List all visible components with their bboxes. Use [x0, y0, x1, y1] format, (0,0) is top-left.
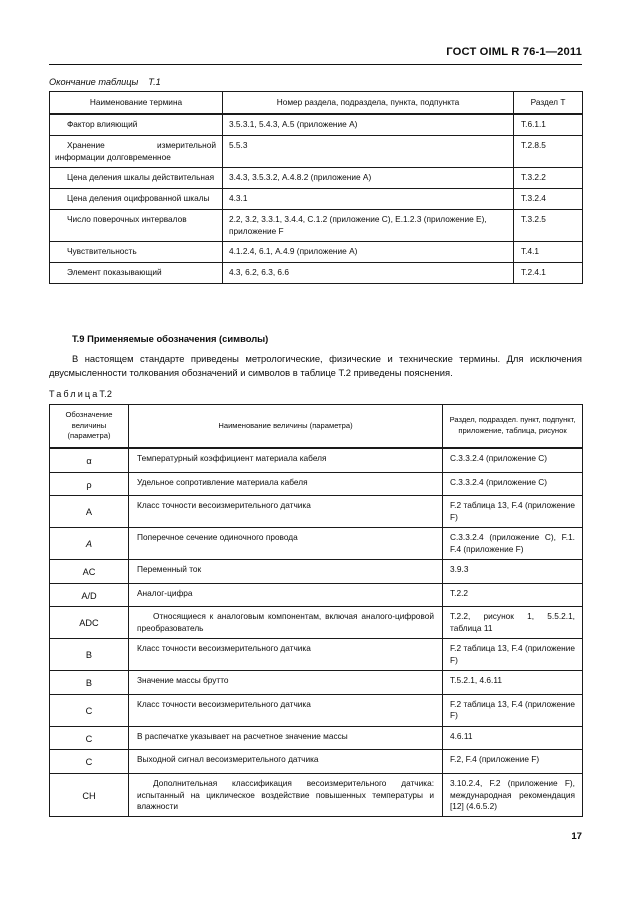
- table-t2-cell-symbol: ADC: [50, 607, 129, 639]
- table-row: [50, 210, 583, 242]
- table1-caption-number: Т.1: [148, 77, 161, 87]
- table1-caption-text: Окончание таблицы: [49, 77, 139, 87]
- table-t1-cell-refs: 2.2, 3.2, 3.3.1, 3.4.4, С.1.2 (приложение С), Е.1.2.3 (приложение Е), приложение F: [223, 210, 514, 242]
- table-t2-cell-name: Класс точности весоизмерительного датчика: [129, 496, 443, 528]
- table-t2-cell-name: Дополнительная классификация весоизмерительного датчика: испытанный на циклическое воздействие повышенных температуры и влажности: [129, 774, 443, 817]
- table-t1-cell-term: Элемент показывающий: [50, 263, 223, 284]
- table-row: [50, 750, 583, 774]
- table-t2-cell-name: Поперечное сечение одиночного провода: [129, 528, 443, 560]
- table-t1-cell-section: Т.4.1: [514, 242, 583, 263]
- table-t1-cell-section: Т.2.4.1: [514, 263, 583, 284]
- table-t2-cell-symbol: C: [50, 694, 129, 726]
- table-t2-header-row: [50, 405, 583, 448]
- table-row: [50, 114, 583, 136]
- table-t1-cell-refs: 5.5.3: [223, 136, 514, 168]
- table-t2-cell-symbol: ρ: [50, 472, 129, 496]
- table-t2-cell-ref: Т.2.2: [443, 583, 583, 607]
- table-t2-cell-ref: 3.9.3: [443, 560, 583, 584]
- table1-caption: [49, 77, 161, 87]
- table-row: [50, 136, 583, 168]
- table-t2-cell-symbol: B: [50, 671, 129, 695]
- table-t2-cell-ref: Т.2.2, рисунок 1, 5.5.2.1, таблица 11: [443, 607, 583, 639]
- table-t2-cell-ref: F.2 таблица 13, F.4 (приложение F): [443, 496, 583, 528]
- table-t2-cell-ref: Т.5.2.1, 4.6.11: [443, 671, 583, 695]
- table-t2-cell-symbol: A: [50, 496, 129, 528]
- table-t1-cell-refs: 3.4.3, 3.5.3.2, А.4.8.2 (приложение А): [223, 168, 514, 189]
- table-t2-cell-name: Удельное сопротивление материала кабеля: [129, 472, 443, 496]
- table-t1-cell-section: Т.3.2.2: [514, 168, 583, 189]
- table-row: [50, 639, 583, 671]
- header-rule: [49, 64, 582, 65]
- table-t2-cell-symbol: CH: [50, 774, 129, 817]
- section-paragraph: В настоящем стандарте приведены метрологические, физические и технические термины. Для исключения двусмысленности толкования обозначений и символов в таблице Т.2 приведены пояснения.: [49, 353, 582, 378]
- table-t2-cell-symbol: α: [50, 448, 129, 472]
- table-t1-cell-term: Чувствительность: [50, 242, 223, 263]
- table-t2-cell-ref: 4.6.11: [443, 726, 583, 750]
- table2-caption-text: Таблица: [49, 389, 100, 399]
- table-t2-header-ref: Раздел, подраздел. пункт, подпункт, приложение, таблица, рисунок: [443, 405, 583, 448]
- table-row: [50, 528, 583, 560]
- table-row: [50, 774, 583, 817]
- table-row: [50, 263, 583, 284]
- table-row: [50, 189, 583, 210]
- table-t2-cell-name: Относящиеся к аналоговым компонентам, включая аналого-цифровой преобразователь: [129, 607, 443, 639]
- table-row: [50, 472, 583, 496]
- table-t1-cell-term: Хранение измерительной информации долговременное: [50, 136, 223, 168]
- table-t2-cell-name: Аналог-цифра: [129, 583, 443, 607]
- table-t2-cell-name: Выходной сигнал весоизмерительного датчика: [129, 750, 443, 774]
- table-t1-cell-section: Т.3.2.5: [514, 210, 583, 242]
- table-t1-cell-refs: 4.1.2.4, 6.1, А.4.9 (приложение А): [223, 242, 514, 263]
- table-t1-cell-term: Фактор влияющий: [50, 114, 223, 136]
- table-t1-cell-term: Цена деления шкалы действительная: [50, 168, 223, 189]
- table-t2-cell-name: Значение массы брутто: [129, 671, 443, 695]
- table-t1-cell-term: Число поверочных интервалов: [50, 210, 223, 242]
- table-t2-cell-ref: С.3.3.2.4 (приложение С): [443, 472, 583, 496]
- table-t1-cell-section: Т.6.1.1: [514, 114, 583, 136]
- table-t2-cell-name: Переменный ток: [129, 560, 443, 584]
- table-t2-cell-symbol: A: [50, 528, 129, 560]
- table-t2-cell-ref: С.3.3.2.4 (приложение С): [443, 448, 583, 472]
- table-t2-header-symbol: Обозначение величины (параметра): [50, 405, 129, 448]
- table-t2-cell-name: В распечатке указывает на расчетное значение массы: [129, 726, 443, 750]
- table-t2-cell-name: Класс точности весоизмерительного датчика: [129, 694, 443, 726]
- table-row: [50, 671, 583, 695]
- table-row: [50, 242, 583, 263]
- table-t2-cell-ref: F.2 таблица 13, F.4 (приложение F): [443, 639, 583, 671]
- table-t1: [49, 91, 583, 284]
- table-t1-cell-refs: 4.3, 6.2, 6.3, 6.6: [223, 263, 514, 284]
- table-row: [50, 694, 583, 726]
- table-t2-cell-symbol: C: [50, 726, 129, 750]
- table-t2: [49, 404, 583, 817]
- table-row: [50, 583, 583, 607]
- table-row: [50, 607, 583, 639]
- table2-caption: [49, 389, 112, 399]
- table-t2-cell-symbol: A/D: [50, 583, 129, 607]
- table-row: [50, 448, 583, 472]
- table-t1-header-refs: Номер раздела, подраздела, пункта, подпункта: [223, 92, 514, 115]
- table-t2-cell-symbol: B: [50, 639, 129, 671]
- table-t1-header-section: Раздел Т: [514, 92, 583, 115]
- table-t2-cell-symbol: AC: [50, 560, 129, 584]
- table-t1-cell-term: Цена деления оцифрованной шкалы: [50, 189, 223, 210]
- table2-caption-number: Т.2: [99, 389, 113, 399]
- table-row: [50, 168, 583, 189]
- table-row: [50, 560, 583, 584]
- running-header: ГОСТ OIML R 76-1—2011: [446, 46, 582, 58]
- table-t2-cell-name: Температурный коэффициент материала кабеля: [129, 448, 443, 472]
- table-t1-cell-section: Т.3.2.4: [514, 189, 583, 210]
- table-t2-cell-ref: F.2, F.4 (приложение F): [443, 750, 583, 774]
- table-t2-cell-ref: F.2 таблица 13, F.4 (приложение F): [443, 694, 583, 726]
- page-number: 17: [571, 831, 582, 842]
- table-t2-body: [50, 448, 583, 817]
- table-t1-cell-refs: 4.3.1: [223, 189, 514, 210]
- table-t1-header-row: [50, 92, 583, 115]
- table-t2-cell-symbol: C: [50, 750, 129, 774]
- table-row: [50, 726, 583, 750]
- table-t1-cell-refs: 3.5.3.1, 5.4.3, А.5 (приложение А): [223, 114, 514, 136]
- table-t1-body: [50, 114, 583, 283]
- table-row: [50, 496, 583, 528]
- table-t1-header-term: Наименование термина: [50, 92, 223, 115]
- table-t2-cell-ref: С.3.3.2.4 (приложение С), F.1. F.4 (приложение F): [443, 528, 583, 560]
- table-t2-cell-name: Класс точности весоизмерительного датчика: [129, 639, 443, 671]
- table-t1-cell-section: Т.2.8.5: [514, 136, 583, 168]
- section-heading-t9: Т.9 Применяемые обозначения (символы): [72, 333, 269, 344]
- table-t2-header-name: Наименование величины (параметра): [129, 405, 443, 448]
- table-t2-cell-ref: 3.10.2.4, F.2 (приложение F), международная рекомендация [12] (4.6.5.2): [443, 774, 583, 817]
